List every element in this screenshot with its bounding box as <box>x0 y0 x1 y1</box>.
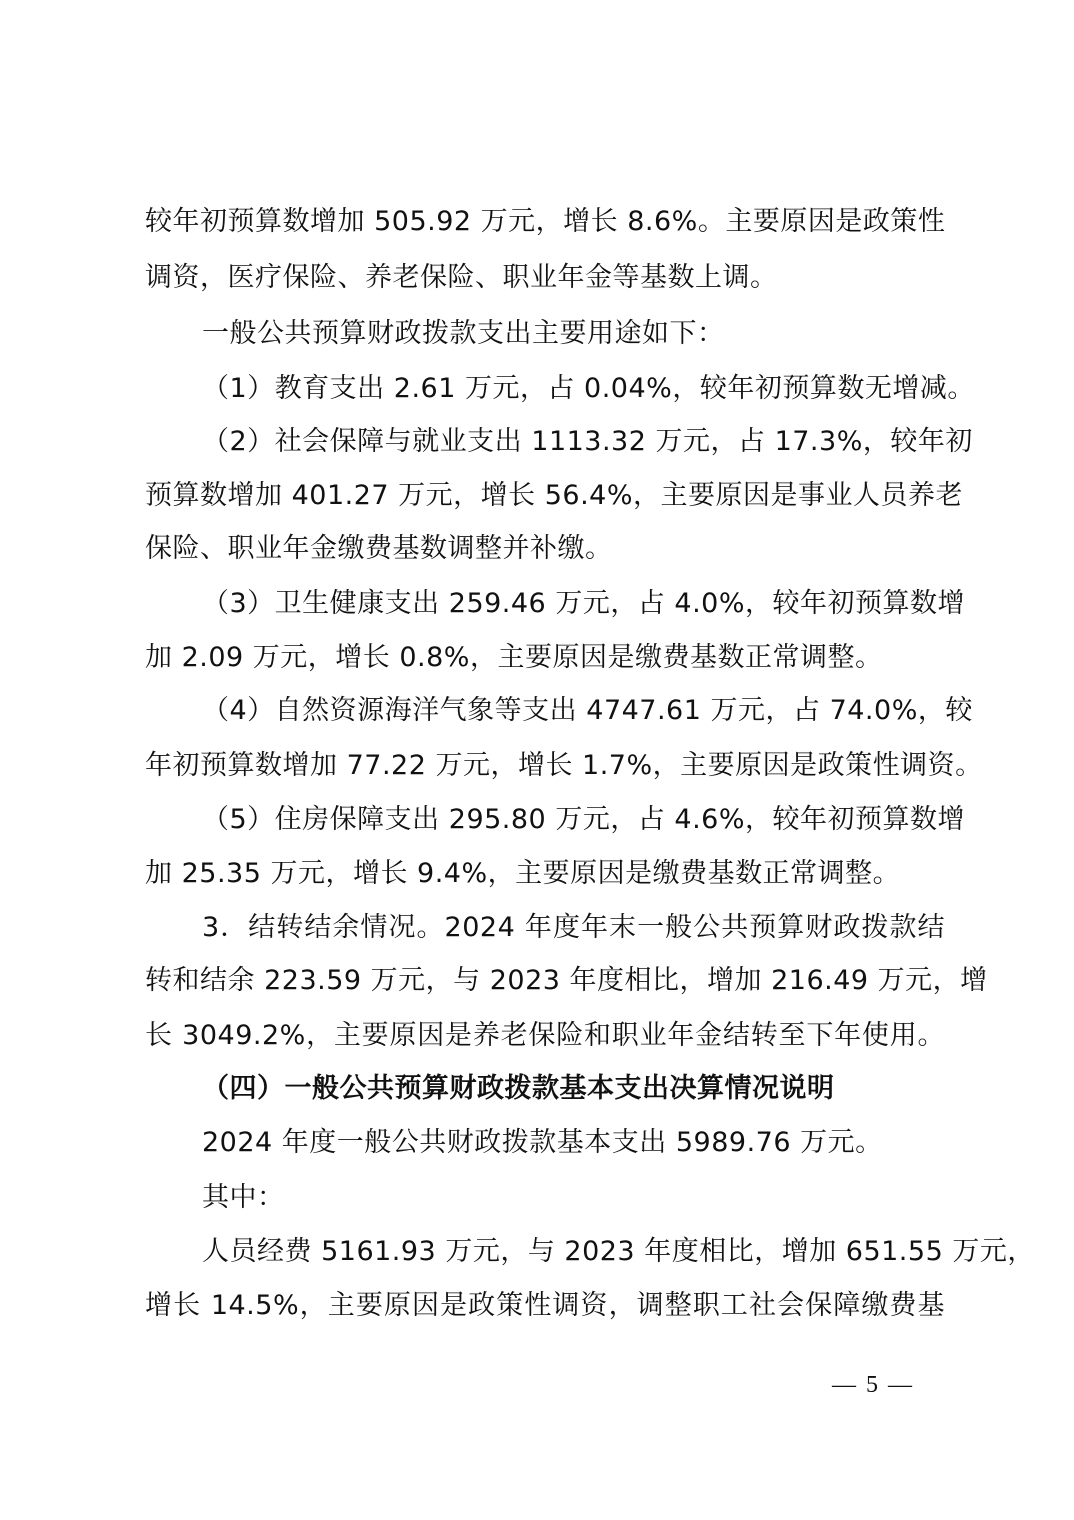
text-line-19: 其中： <box>202 1182 285 1213</box>
page-number: — 5 — <box>832 1372 914 1398</box>
text-line-9: 加 2.09 万元，增长 0.8%，主要原因是缴费基数正常调整。 <box>145 642 883 673</box>
text-line-4: （1）教育支出 2.61 万元，占 0.04%，较年初预算数无增减。 <box>202 373 975 404</box>
text-line-10: （4）自然资源海洋气象等支出 4747.61 万元，占 74.0%，较 <box>202 695 973 726</box>
text-line-14: 3．结转结余情况。2024 年度年末一般公共预算财政拨款结 <box>202 912 945 943</box>
text-line-7: 保险、职业年金缴费基数调整并补缴。 <box>145 533 613 564</box>
text-line-18: 2024 年度一般公共财政拨款基本支出 5989.76 万元。 <box>202 1127 883 1158</box>
text-line-15: 转和结余 223.59 万元，与 2023 年度相比，增加 216.49 万元，增 <box>145 965 988 996</box>
text-line-12: （5）住房保障支出 295.80 万元，占 4.6%，较年初预算数增 <box>202 804 965 835</box>
text-line-11: 年初预算数增加 77.22 万元，增长 1.7%，主要原因是政策性调资。 <box>145 750 983 781</box>
text-line-2: 调资，医疗保险、养老保险、职业年金等基数上调。 <box>145 262 778 293</box>
text-line-3: 一般公共预算财政拨款支出主要用途如下： <box>202 318 725 349</box>
section-heading: （四）一般公共预算财政拨款基本支出决算情况说明 <box>202 1073 835 1104</box>
text-line-16: 长 3049.2%，主要原因是养老保险和职业年金结转至下年使用。 <box>145 1020 945 1051</box>
text-line-6: 预算数增加 401.27 万元，增长 56.4%，主要原因是事业人员养老 <box>145 480 963 511</box>
text-line-20: 人员经费 5161.93 万元，与 2023 年度相比，增加 651.55 万元， <box>202 1236 1035 1267</box>
text-line-13: 加 25.35 万元，增长 9.4%，主要原因是缴费基数正常调整。 <box>145 858 901 889</box>
text-line-1: 较年初预算数增加 505.92 万元，增长 8.6%。主要原因是政策性 <box>145 206 946 237</box>
text-line-21: 增长 14.5%，主要原因是政策性调资，调整职工社会保障缴费基 <box>145 1290 945 1321</box>
text-line-5: （2）社会保障与就业支出 1113.32 万元，占 17.3%，较年初 <box>202 426 973 457</box>
text-line-8: （3）卫生健康支出 259.46 万元，占 4.0%，较年初预算数增 <box>202 588 965 619</box>
